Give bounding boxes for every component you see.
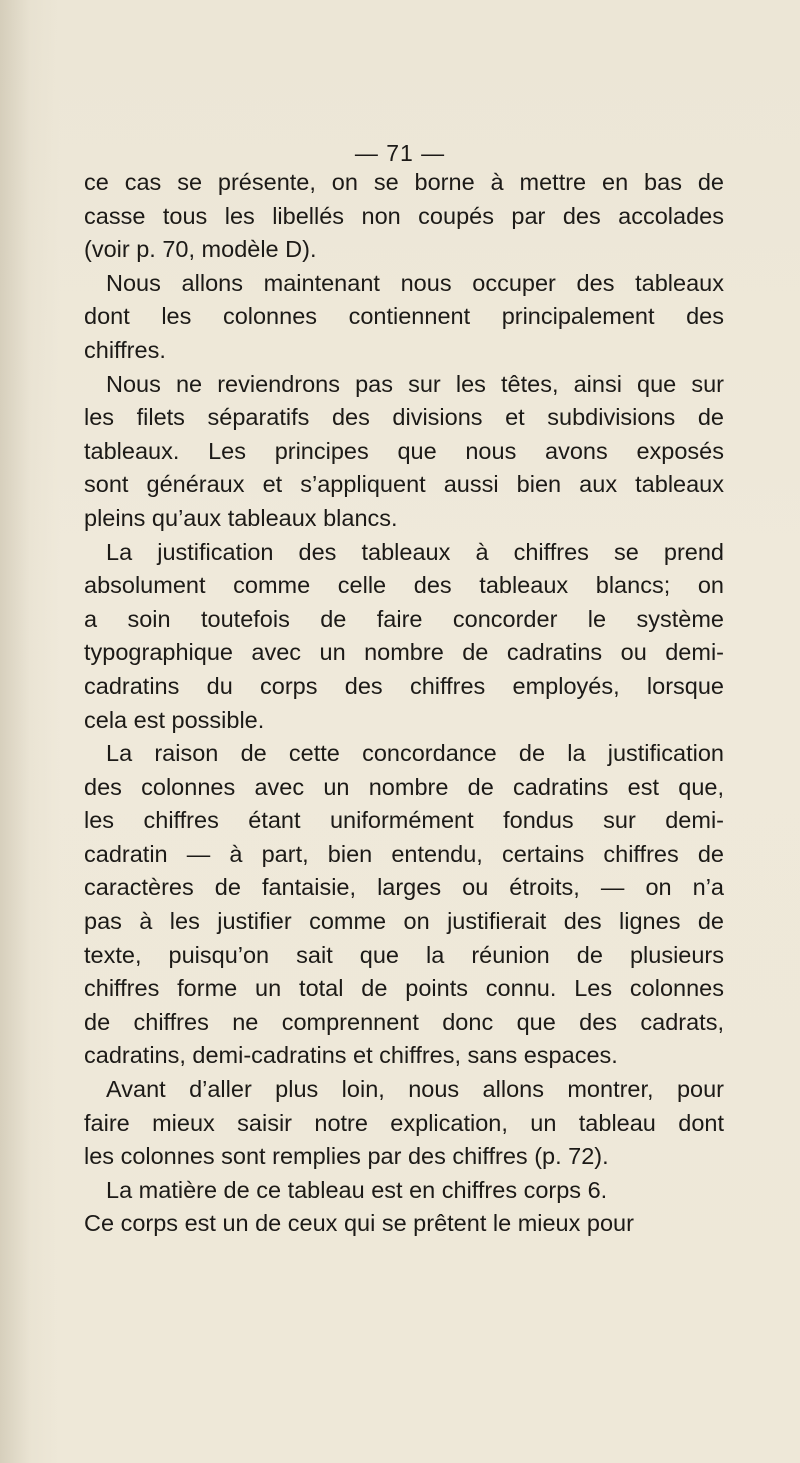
text-line: cadratin — à part, bien entendu, certains chiffres de (84, 840, 724, 867)
text-line: pleins qu’aux tableaux blancs. (84, 504, 398, 531)
text-line: cadratins, demi-cadratins et chiffres, sans espaces. (84, 1042, 618, 1069)
text-line: les chiffres étant uniformément fondus sur demi- (84, 807, 724, 834)
text-line: Ce corps est un de ceux qui se prêtent le mieux pour (84, 1210, 634, 1237)
text-line: texte, puisqu’on sait que la réunion de plusieurs (84, 941, 724, 968)
text-line: La matière de ce tableau est en chiffres corps 6. (106, 1176, 608, 1203)
text-line: faire mieux saisir notre explication, un tableau dont (84, 1109, 724, 1136)
text-line: a soin toutefois de faire concorder le système (84, 605, 724, 632)
text-line: chiffres. (84, 336, 166, 363)
text-line: des colonnes avec un nombre de cadratins est que, (84, 773, 724, 800)
body-text (84, 166, 724, 1241)
text-line: caractères de fantaisie, larges ou étroits, — on n’a (84, 874, 724, 901)
text-line: casse tous les libellés non coupés par des accolades (84, 202, 724, 229)
text-line: pas à les justifier comme on justifierait des lignes de (84, 908, 724, 935)
text-line: cela est possible. (84, 706, 265, 733)
page-number: — 71 — (354, 140, 446, 166)
text-line: Nous ne reviendrons pas sur les têtes, ainsi que sur (106, 370, 724, 397)
text-line: Avant d’aller plus loin, nous allons montrer, pour (106, 1076, 724, 1103)
text-line: chiffres forme un total de points connu. Les colonnes (84, 975, 724, 1002)
text-line: de chiffres ne comprennent donc que des cadrats, (84, 1008, 724, 1035)
text-line: ce cas se présente, on se borne à mettre en bas de (84, 169, 724, 195)
page-edge-shadow (0, 0, 60, 1463)
text-line: absolument comme celle des tableaux blancs; on (84, 572, 724, 599)
text-line: Nous allons maintenant nous occuper des tableaux (106, 269, 724, 296)
text-line: les filets séparatifs des divisions et subdivisions de (84, 404, 724, 431)
text-line: La raison de cette concordance de la justification (106, 740, 724, 767)
text-line: typographique avec un nombre de cadratins ou demi- (84, 639, 724, 666)
text-line: dont les colonnes contiennent principalement des (84, 303, 724, 330)
text-line: les colonnes sont remplies par des chiffres (p. 72). (84, 1143, 609, 1170)
text-line: La justification des tableaux à chiffres se prend (106, 538, 724, 565)
text-line: (voir p. 70, modèle D). (84, 236, 317, 263)
text-line: tableaux. Les principes que nous avons exposés (84, 437, 724, 464)
text-line: cadratins du corps des chiffres employés, lorsque (84, 672, 724, 699)
text-line: sont généraux et s’appliquent aussi bien aux tableaux (84, 471, 724, 498)
